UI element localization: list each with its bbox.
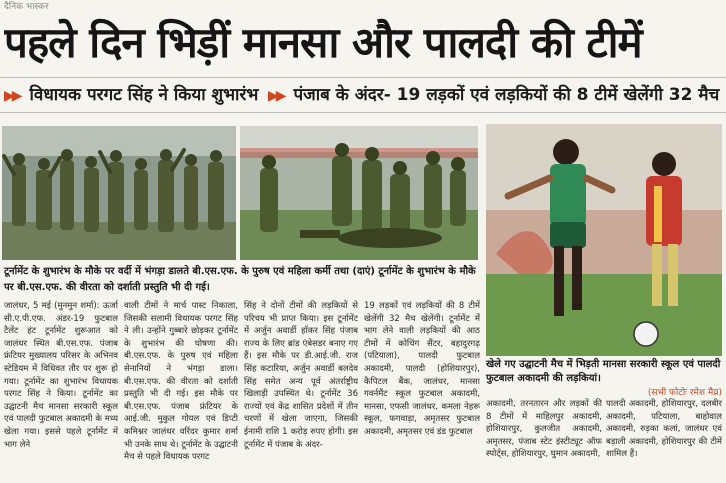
article-column-5: अकादमी, तरनतारन और लड़कों की 8 टीमों में माहिलपुर अकादमी, होशियारपुर, कुलजीत अकादमी, अमृतसर, पंजाब स्टेट इंस्टीट्यूट ऑफ स्पोर्ट्स, होशियारपुर, घुमान अकादमी, xyxy=(486,399,602,460)
top-strip: दैनिक भास्कर xyxy=(4,2,49,12)
double-arrow-icon: ▶▶ xyxy=(4,88,20,104)
double-arrow-icon: ▶▶ xyxy=(268,88,284,104)
headline-divider xyxy=(0,77,726,78)
subhead-1 xyxy=(4,80,266,110)
article-column-2: वाली टीमों ने मार्च पास्ट निकाला, जिसकी सलामी विधायक परगट सिंह ने ली। उन्होंने गुब्बारे छोड़कर टूर्नामेंट के शुभारंभ की घोषणा की। बी.एस.एफ. के पुरुष एवं महिला सेनानियों ने भंगड़ा डाला। बी.एस.एफ. की वीरता को दर्शाती प्रस्तुति भी दी गई। इस मौके पर बी.एस.एफ. पंजाब फ्रंटियर के आई.जी. मुकुल गोयल एवं डिप्टी कमिश्नर जालंधर वरिंदर कुमार शर्मा भी उनके साथ थे। टूर्नामेंट के उद्घाटनी मैच से पहले विधायक परगट xyxy=(124,301,238,463)
subhead-2-text: पंजाब के अंदर- 19 लड़कों एवं लड़कियों की 8 टीमें खेलेंगी 32 मैच xyxy=(293,85,720,105)
photo-caption-left: टूर्नामेंट के शुभारंभ के मौके पर वर्दी में भंगड़ा डालते बी.एस.एफ. के पुरुष एवं महिला कर्मी तथा (दाएं) टूर्नामेंट के शुभारंभ के मौके पर बी.एस.एफ. की वीरता को दर्शाती प्रस्तुति भी दी गई। xyxy=(4,266,476,293)
headline: पहले दिन भिड़ीं मानसा और पालदी की टीमें xyxy=(4,18,642,67)
subhead-2 xyxy=(268,80,724,110)
soldiers-display-photo xyxy=(240,126,478,260)
article-column-3: सिंह ने दोनों टीमों की लड़कियों से परिचय भी प्राप्त किया। इस टूर्नामेंट में अर्जुन अवार्डी हॉकर सिंह पंजाब राज्य के लिए ब्रांड एंबेसडर बनाए गए हैं। इस मौके पर डी.आई.जी. राज सिंह कटारिया, अर्जुन अवार्डी बलदेव सिंह समेत अन्य पूर्व अंतर्राष्ट्रीय खिलाड़ी उपस्थित थे। टूर्नामेंट 36 राज्यों एवं केंद्र शासित प्रदेशों में तीन चरणों में खेला जाएगा, जिसकी ईनामी राशि 1 करोड़ रुपए होगी। इस टूर्नामेंट में पंजाब के अंदर- xyxy=(244,301,358,450)
soldiers-display-image xyxy=(240,126,478,260)
subhead-1-text: विधायक परगट सिंह ने किया शुभारंभ xyxy=(29,85,259,105)
photo-caption-right-text: खेले गए उद्घाटनी मैच में भिड़ती मानसा सरकारी स्कूल एवं पालदी फुटबाल अकादमी की लड़कियां। xyxy=(486,359,721,384)
soldiers-bhangra-image xyxy=(2,126,236,260)
soldiers-bhangra-photo xyxy=(2,126,236,260)
article-column-1: जालंधर, 5 मई (मुनमुन शर्मा): ऊर्जा सी.ए.पी.एफ. अंडर-19 फुटबाल टैलेंट हंट टूर्नामेंट शुरूआत को जालंधर स्थित बी.एस.एफ. पंजाब फ्रंटियर मुख्यालय परिसर के अभिनव स्टेडियम में विधिवत तौर पर शुरू हो गया। टूर्नामेंट का शुभारंभ विधायक परगट सिंह ने किया। टूर्नामेंट का उद्घाटनी मैच मानसा सरकारी स्कूल एवं पालदी फुटबाल अकादमी के मध्य खेला गया। इससे पहले टूर्नामेंट में भाग लेने xyxy=(4,301,118,450)
photo-credit: (सभी फोटोः रमेश मैय्र) xyxy=(647,388,722,398)
subhead-divider xyxy=(0,112,726,113)
article-column-4: 19 लड़कों एवं लड़कियों की 8 टीमें खेलेंगी 32 मैच खेलेंगी। टूर्नामेंट में भाग लेने वाली लड़कियों की आठ टीमों में कोचिंग सैंटर, बहादुरगढ़ (पटियाला), पालदी फुटबाल अकादमी, पालदी (होशियारपुर), कैपिटल बैंक, जालंधर, मानसा गवर्नमैंट स्कूल फुटबाल अकादमी, मानसा, एफसी जालंधर, कमला नेहरू स्कूल, फगवाड़ा, अमृतसर फुटबाल अकादमी, अमृतसर एवं डंड फुटबाल xyxy=(364,301,480,437)
article-column-6: पालदी अकादमी, होशियारपुर, दलबीर अकादमी, पटियाला, बाहोवाल अकादमी, रुड़का कलां, जालंधर एवं बड़ाली अकादमी, होशियारपुर की टीमें शामिल हैं। xyxy=(606,399,722,460)
